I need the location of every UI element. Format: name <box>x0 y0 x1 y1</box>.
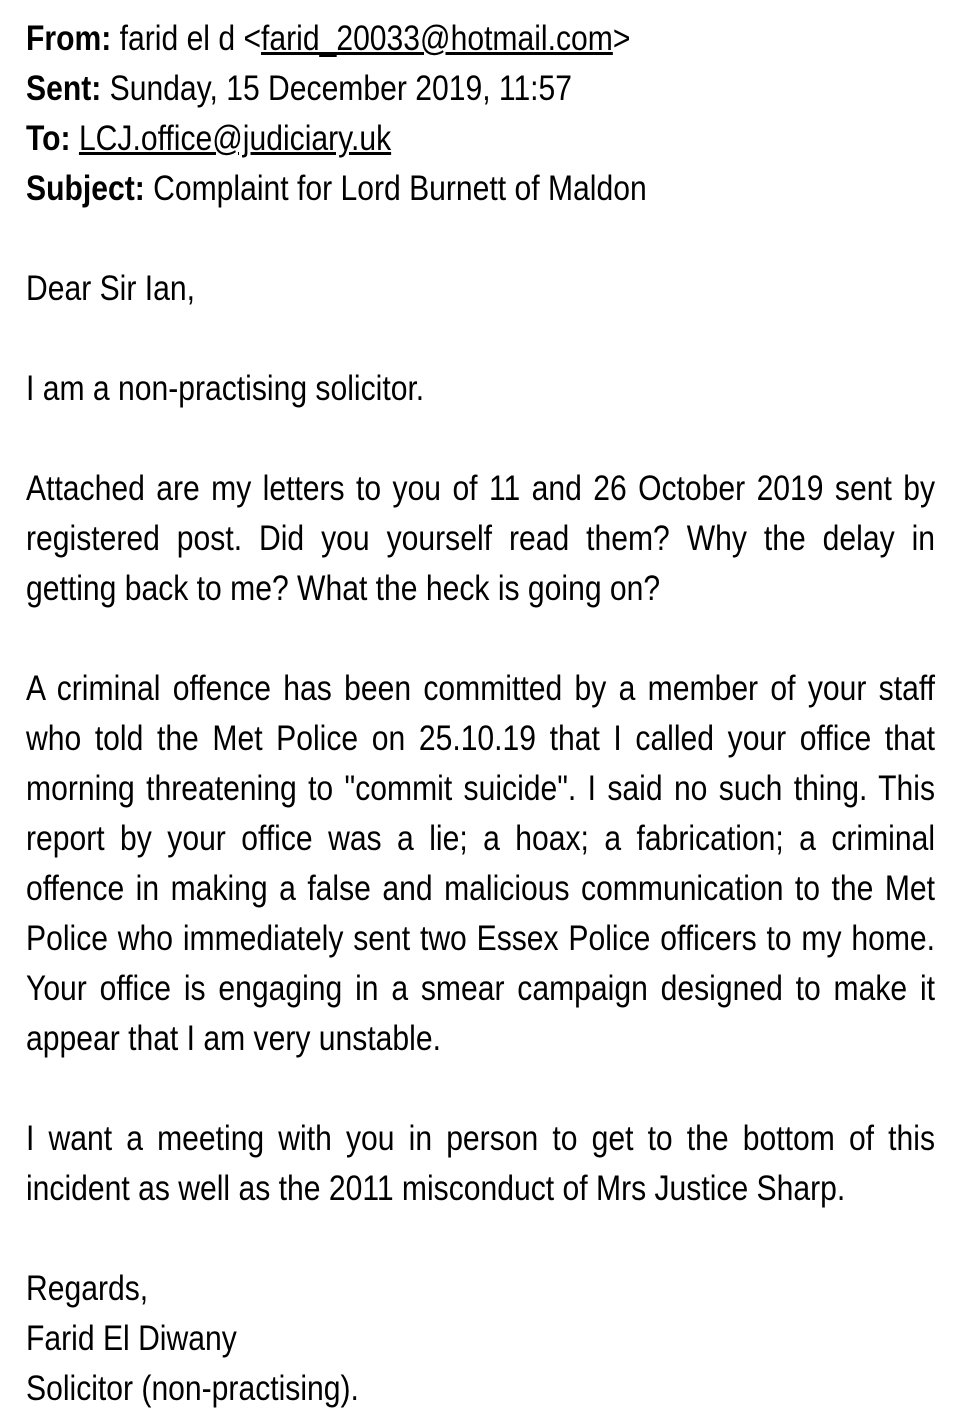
subject-label: Subject: <box>26 169 145 208</box>
sent-label: Sent: <box>26 69 102 108</box>
to-email-link[interactable]: LCJ.office@judiciary.uk <box>78 119 392 158</box>
subject-value: Complaint for Lord Burnett of Maldon <box>153 169 647 208</box>
signature-title: Solicitor (non-practising). <box>26 1369 359 1408</box>
from-line <box>26 14 935 64</box>
signature-name: Farid El Diwany <box>26 1319 237 1358</box>
from-close: > <box>612 19 631 58</box>
signature-block <box>26 1264 935 1414</box>
paragraph-intro: I am a non-practising solicitor. <box>26 369 425 408</box>
from-name: farid el d < <box>119 19 262 58</box>
email-document <box>26 14 936 1414</box>
to-label: To: <box>26 119 71 158</box>
signature-closing: Regards, <box>26 1269 149 1308</box>
from-email-link[interactable]: farid_20033@hotmail.com <box>261 19 613 58</box>
greeting: Dear Sir Ian, <box>26 269 195 308</box>
paragraph-complaint: A criminal offence has been committed by a member of your staff who told the Met Police on 25.10.19 that I called your office that morning threatening to "commit suicide". I said no such thing. This report by your office was a lie; a hoax; a fabrication; a criminal offence in making a false and malicious communication to the Met Police who immediately sent two Essex Police officers to my home. Your office is engaging in a smear campaign designed to make it appear that I am very unstable. <box>26 669 936 1058</box>
email-header <box>26 14 935 214</box>
to-line <box>26 114 935 164</box>
sent-value: Sunday, 15 December 2019, 11:57 <box>109 69 573 108</box>
paragraph-attachments: Attached are my letters to you of 11 and 26 October 2019 sent by registered post. Did you yourself read them? Why the delay in getting back to me? What the heck is going on? <box>26 469 936 608</box>
from-label: From: <box>26 19 112 58</box>
email-body <box>26 264 935 1214</box>
paragraph-meeting-request: I want a meeting with you in person to get to the bottom of this incident as well as the 2011 misconduct of Mrs Justice Sharp. <box>26 1119 936 1208</box>
subject-line <box>26 164 935 214</box>
sent-line <box>26 64 935 114</box>
